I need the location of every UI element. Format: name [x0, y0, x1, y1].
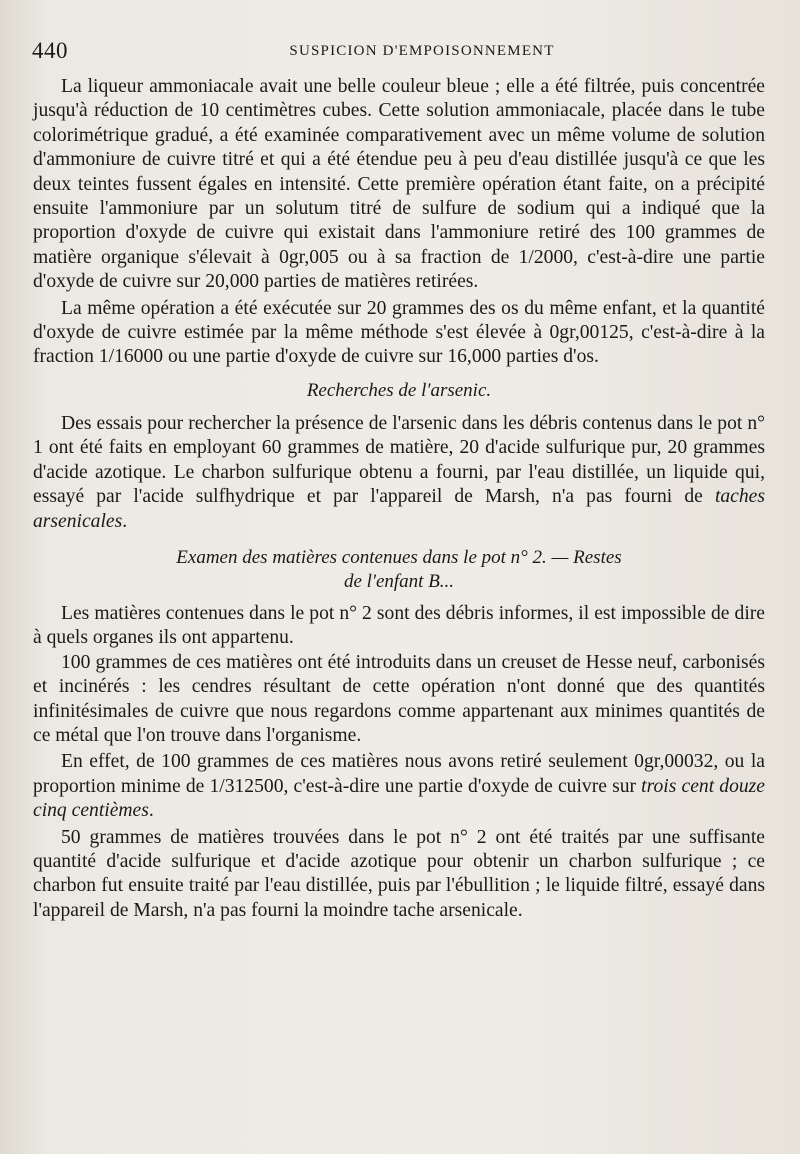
paragraph-copper-proportion-italic: trois cent douze cinq centièmes [33, 775, 765, 822]
paragraph-arsenic-pot-1-text: Des essais pour rechercher la présence de l'arsenic dans les débris contenus dans le pot n° 1 ont été faits en employant 60 grammes de matière, 20 d'acide sulfurique pur, 20 grammes d'acide azotique. Le charbon sulfurique obtenu a fourni, par l'eau distillée, un liquide qui, essayé par l'acide sulfhydrique et par l'appareil de Marsh, n'a pas fourni de [33, 412, 765, 508]
paragraph-pot-2-contents: Les matières contenues dans le pot n° 2 sont des débris informes, il est impossible de dire à quels organes ils ont appartenu. [33, 602, 765, 649]
paragraph-bones-analysis: La même opération a été exécutée sur 20 grammes des os du même enfant, et la quantité d'oxyde de cuivre estimée par la même méthode s'est élevée à 0gr,00125, c'est-à-dire à la fraction 1/16000 ou une partie d'oxyde de cuivre sur 16,000 parties d'os. [33, 297, 765, 368]
paragraph-copper-proportion-text: En effet, de 100 grammes de ces matières nous avons retiré seulement 0gr,00032, ou la proportion minime de 1/312500, c'est-à-dire une partie d'oxyde de cuivre sur [33, 751, 765, 797]
paragraph-arsenic-pot-1 [33, 412, 765, 534]
body-text [33, 75, 765, 923]
paragraph-copper-proportion-end: . [148, 800, 154, 822]
paragraph-ammonia-solution: La liqueur ammoniacale avait une belle couleur bleue ; elle a été filtrée, puis concentrée jusqu'à réduction de 10 centimètres cubes. Cette solution ammoniacale, placée dans le tube colorimétrique gradué, a été examinée comparativement avec un même volume de solution d'ammoniure de cuivre titré et qui a été étendue peu à peu d'eau distillée jusqu'à ce que les deux teintes fussent égales en intensité. Cette première opération étant faite, on a précipité ensuite l'ammoniure par un solutum titré de sulfure de sodium qui a indiqué que la proportion d'oxyde de cuivre qui existait dans l'ammoniure retiré des 100 grammes de matière organique s'élevait à 0gr,005 ou à sa fraction de 1/2000, c'est-à-dire une partie d'oxyde de cuivre sur 20,000 parties de matières retirées. [33, 76, 765, 293]
paragraph-copper-proportion [33, 750, 765, 823]
page-number: 440 [32, 38, 68, 63]
section-heading-pot-2 [33, 546, 765, 594]
running-title: SUSPICION D'EMPOISONNEMENT [289, 43, 555, 59]
section-heading-pot-2-line2: de l'enfant B... [343, 570, 455, 592]
section-heading-pot-2-line1: Examen des matières contenues dans le pot n° 2. — Restes [176, 546, 622, 568]
section-heading-arsenic: Recherches de l'arsenic. [306, 379, 492, 401]
paragraph-hesse-crucible: 100 grammes de ces matières ont été introduits dans un creuset de Hesse neuf, carbonisés et incinérés : les cendres résultant de cette opération n'ont donné que des quantités infinitésimales de cuivre que nous regardons comme appartenant aux minimes quantités de ce métal que l'on trouve dans l'organisme. [33, 651, 765, 746]
paragraph-arsenic-pot-1-italic: taches arsenicales [33, 486, 765, 532]
paragraph-marsh-apparatus: 50 grammes de matières trouvées dans le pot n° 2 ont été traités par une suffisante quantité d'acide sulfurique et d'acide azotique pour obtenir un charbon sulfurique ; ce charbon fut ensuite traité par l'eau distillée, puis par l'ébullition ; le liquide filtré, essayé dans l'appareil de Marsh, n'a pas fourni la moindre tache arsenicale. [33, 826, 765, 921]
running-head [32, 38, 772, 68]
paragraph-arsenic-pot-1-end: . [122, 510, 128, 532]
